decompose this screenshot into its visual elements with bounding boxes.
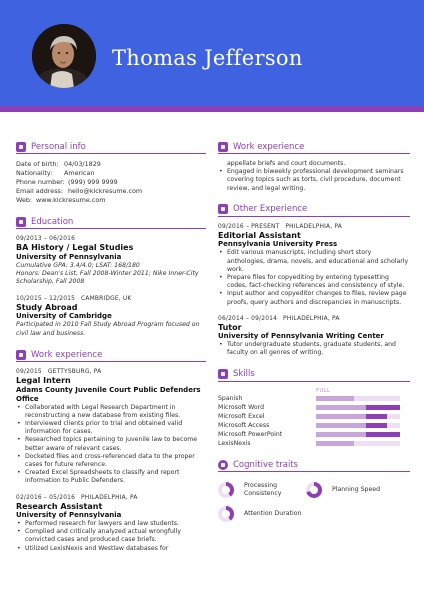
skill-level-bar <box>316 414 400 419</box>
traits-list <box>218 478 410 526</box>
employer: Pennsylvania University Press <box>218 240 338 249</box>
section-title: Education <box>31 216 74 227</box>
section-title: Work experience <box>31 349 103 360</box>
entry-meta: 09/2015 GETTYSBURG, PA <box>16 369 102 376</box>
skill-level-fill <box>316 396 354 401</box>
job-title: Editorial Assistant <box>218 230 301 240</box>
section-header <box>16 348 206 362</box>
skill-level-highlight <box>366 432 400 437</box>
entry-meta: 10/2015 – 12/2015 CAMBRIDGE, UK <box>16 295 132 302</box>
duty-list <box>218 249 410 306</box>
skill-level-bar <box>316 441 400 446</box>
employer: University of Pennsylvania Writing Center <box>218 332 384 341</box>
field-web: Web: www.kickresume.com <box>16 196 106 204</box>
field-dob: Date of birth: 04/03/1829 <box>16 160 101 168</box>
list-item: • Utilized LexisNexis and Westlaw databases for <box>16 545 206 553</box>
trait-name: Attention Duration <box>244 510 302 518</box>
list-item: • Edit various manuscripts, including short story anthologies, drama, novels, and educational and scholarly work. <box>218 249 410 274</box>
duty-list <box>218 168 410 193</box>
section-title: Personal info <box>31 141 86 152</box>
skill-name: Spanish <box>218 395 243 403</box>
skill-level-bar <box>316 396 400 401</box>
skill-level-highlight <box>366 405 400 410</box>
trait-item <box>218 478 306 502</box>
portrait-image <box>32 24 96 88</box>
bar-chart-icon <box>218 369 228 379</box>
duty-list <box>218 341 410 357</box>
list-item: • Input author and copyeditor changes to files, review page proofs, query authors and discrepancies in manuscripts. <box>218 290 410 306</box>
right-column <box>218 140 410 536</box>
skill-row <box>218 422 410 431</box>
list-item: • Researched topics pertaining to juvenile law to become better aware of relevant cases. <box>16 436 206 452</box>
institution: University of Pennsylvania <box>16 252 122 261</box>
job-title: Tutor <box>218 322 242 332</box>
trait-gauge <box>306 482 322 498</box>
graduation-cap-icon <box>16 217 26 227</box>
skill-name: LexisNexis <box>218 440 251 448</box>
skill-name: Microsoft PowerPoint <box>218 431 283 439</box>
trait-gauge <box>218 506 234 522</box>
skill-name: Microsoft Word <box>218 404 265 412</box>
trait-gauge <box>218 482 234 498</box>
trait-item <box>306 478 394 502</box>
skill-name: Microsoft Excel <box>218 413 265 421</box>
work-entry <box>218 315 410 358</box>
section-title: Other Experience <box>233 204 308 215</box>
brain-icon <box>218 460 228 470</box>
list-item: • Performed research for lawyers and law students. <box>16 520 206 528</box>
section-header <box>16 140 206 154</box>
education-section <box>16 215 206 338</box>
list-item: • Tutor undergraduate students, graduate students, and faculty on all genres of writing. <box>218 341 410 357</box>
section-header <box>218 203 410 217</box>
skill-scale-label: FULL <box>316 387 331 394</box>
list-item: • Interviewed clients prior to trial and obtained valid information for cases. <box>16 420 206 436</box>
briefcase-icon <box>218 142 228 152</box>
list-item: • Docketed files and cross-referenced data to the proper cases for future reference. <box>16 453 206 469</box>
skills-list <box>218 395 410 449</box>
cognitive-traits-section <box>218 458 410 526</box>
work-experience-continued-section <box>218 140 410 193</box>
skill-level-fill <box>316 441 354 446</box>
entry-detail: Cumulative GPA: 3.4/4.0; LSAT: 168/180 <box>16 261 140 269</box>
entry-meta: 09/2013 – 06/2016 <box>16 236 76 242</box>
employer: Adams County Juvenile Court Public Defenders Office <box>16 385 201 403</box>
resume-header <box>0 0 424 112</box>
skill-level-bar <box>316 405 400 410</box>
work-entry <box>16 368 206 486</box>
skill-level-bar <box>316 423 400 428</box>
list-item: • Complied and critically analyzed actual wrongfully convicted cases and produced case briefs. <box>16 528 206 544</box>
briefcase-icon <box>218 204 228 214</box>
other-experience-section <box>218 203 410 358</box>
section-header <box>16 215 206 229</box>
entry-detail: Honors: Dean's List, Fall 2008-Winter 2011; Nike Inner-City Scholarship, Fall 2008 <box>16 269 199 286</box>
education-entry <box>16 235 206 287</box>
list-item: • Collaborated with Legal Research Department in reconstructing a new database from existing files. <box>16 404 206 420</box>
list-item: • Created Excel Spreadsheets to classify and report information to Public Defenders. <box>16 469 206 485</box>
job-title: Legal Intern <box>16 376 71 386</box>
candidate-name: Thomas Jefferson <box>112 46 303 70</box>
skills-section <box>218 368 410 449</box>
skill-row <box>218 413 410 422</box>
trait-name: Planning Speed <box>332 486 381 494</box>
skill-level-bar <box>316 432 400 437</box>
field-email: Email address: hello@kickresume.com <box>16 187 143 195</box>
section-header <box>218 140 410 154</box>
id-card-icon <box>16 142 26 152</box>
duty-list <box>16 520 206 553</box>
work-entry <box>218 223 410 307</box>
skill-level-highlight <box>366 414 387 419</box>
continued-text: appellate briefs and court documents. <box>227 160 346 167</box>
profile-photo <box>32 24 96 88</box>
trait-item <box>218 502 306 526</box>
trait-name: Processing Consistency <box>244 482 282 498</box>
job-title: Research Assistant <box>16 501 103 511</box>
field-phone: Phone number: (999) 999 9999 <box>16 178 118 186</box>
section-title: Cognitive traits <box>233 459 299 470</box>
work-experience-section <box>16 348 206 553</box>
entry-meta: 06/2014 – 09/2014 PHILADELPHIA, PA <box>218 315 340 322</box>
section-header <box>218 368 410 382</box>
employer: University of Pennsylvania <box>16 511 122 520</box>
list-item: • Engaged in biweekly professional development seminars covering topics such as torts, civil procedure, document review, and legal writing. <box>218 168 410 193</box>
resume-body <box>0 118 424 600</box>
skill-row <box>218 431 410 440</box>
entry-meta: 02/2016 – 05/2016 PHILADELPHIA, PA <box>16 494 138 501</box>
degree-title: Study Abroad <box>16 302 78 312</box>
skill-level-highlight <box>366 423 387 428</box>
header-accent-strip <box>0 106 424 112</box>
section-title: Skills <box>233 369 255 380</box>
section-header <box>218 458 410 472</box>
section-title: Work experience <box>233 141 305 152</box>
institution: University of Cambridge <box>16 312 112 321</box>
personal-info-section <box>16 140 206 205</box>
skill-row <box>218 395 410 404</box>
field-nationality: Nationality: American <box>16 169 95 177</box>
degree-title: BA History / Legal Studies <box>16 243 134 252</box>
duty-list <box>16 404 206 486</box>
list-item: • Prepare files for copyediting by entering typesetting codes, fact-checking references and consistency of style. <box>218 274 410 290</box>
briefcase-icon <box>16 350 26 360</box>
left-column <box>16 140 206 563</box>
skill-row <box>218 404 410 413</box>
education-entry <box>16 295 206 338</box>
entry-detail: Participated in 2010 Fall Study Abroad Program focused on civil law and business. <box>16 321 200 337</box>
work-entry <box>16 494 206 553</box>
entry-meta: 09/2016 – PRESENT PHILADELPHIA, PA <box>218 223 343 230</box>
skill-name: Microsoft Access <box>218 422 270 430</box>
skill-row <box>218 440 410 449</box>
